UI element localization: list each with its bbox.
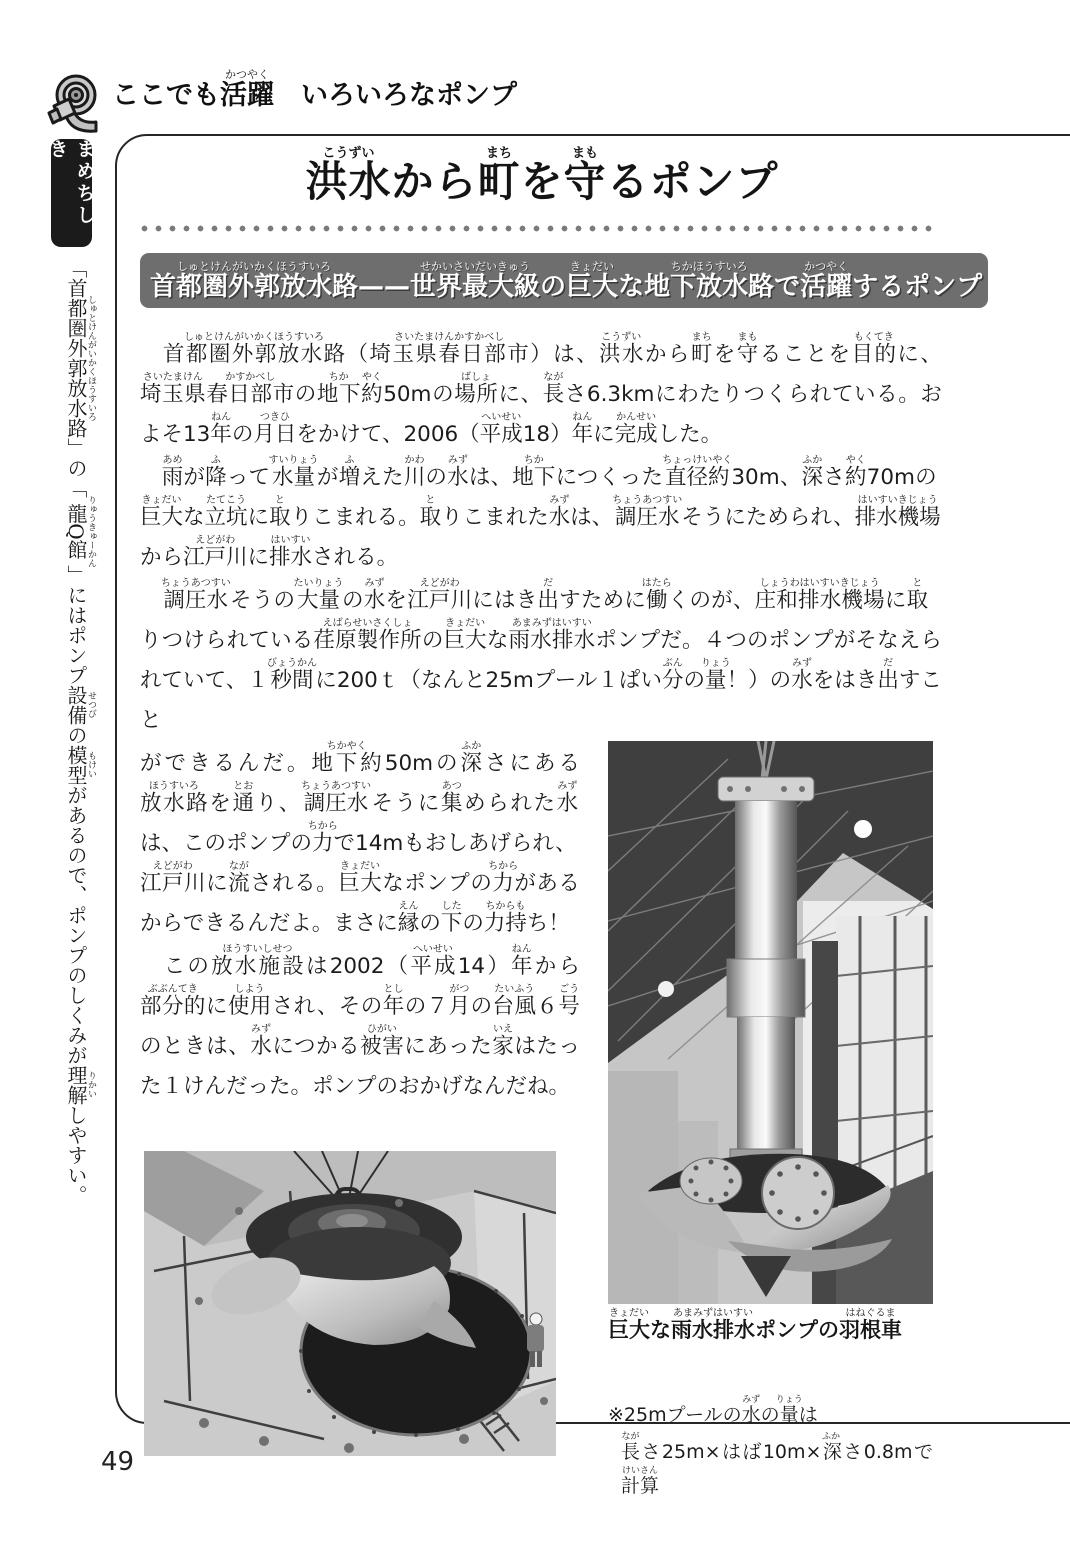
article-body	[140, 332, 942, 1503]
pool-note	[608, 1395, 933, 1503]
text-photo-columns	[140, 741, 942, 1503]
paragraph-3-continued: ができるんだ。地下約ちかやく50mの深ふかさにある放水路ほうすいろを通とおり、調圧水ちょうあつすいそうに集あつめられた水みずは、このポンプの力ちからで14mもおしあげられ、江戸川えどがわに流ながされる。巨大きょだいなポンプの力ちからがあるからできるんだよ。まさに縁えんの下したの力持ちからもち！	[140, 741, 580, 936]
paragraph-4: この放水施設ほうすいしせつは2002（平成へいせい14）年ねんから部分的ぶぶんてきに使用しようされ、その年としの７月がつの台風たいふう６号ごうのときは、水みずにつかる被害ひがいにあった家いえはたった１けんだった。ポンプのおかげなんだね。	[140, 944, 580, 1099]
pool-note-line-2: 長ながさ25m×はば10m×深ふかさ0.8mで計算けいさん	[621, 1432, 933, 1498]
dotted-divider	[140, 224, 935, 233]
section-banner	[140, 253, 988, 308]
page-header-title: ここでも活躍かつやく いろいろなポンプ	[112, 68, 517, 111]
section-banner-text: 首都圏外郭放水路しゅとけんがいかくほうすいろ——世界最大級せかいさいだいきゅうの巨大きょだいな地下放水路ちかほうすいろで活躍かつやくするポンプ	[150, 260, 983, 302]
page-number: 49	[101, 1447, 135, 1477]
paragraph-3: 調圧水ちょうあつすいそうの大量たいりょうの水みずを江戸川えどがわにはき出だすために働はたらくのが、庄和排水機場しょうわはいすいきじょうに取とりつけられている荏原製作所えばらせいさくしょの巨大きょだいな雨水排水あまみずはいすいポンプだ。４つのポンプがそなえられていて、１秒間びょうかんに200ｔ（なんと25mプール１ぱい分ぶんの量りょう！）の水みずをはき出だすこと	[140, 578, 942, 733]
photo-impeller-factory	[608, 741, 933, 1304]
sidebar-vertical-note: 「首都圏外郭放水路しゅとけんがいかくほうすいろ」の「龍Q館りゅうきゅーかん」にはポンプ設備せつびの模型もけいがあるので、ポンプのしくみが理解りかいしやすい。	[64, 258, 96, 1205]
photo-impeller-installation	[144, 1151, 580, 1456]
pump-icon	[44, 70, 104, 136]
photo-caption: 巨大きょだいな雨水排水あまみずはいすいポンプの羽根車はねぐるま	[608, 1308, 902, 1342]
right-column	[608, 741, 933, 1503]
pool-note-line-1: ※25mプールの水みずの量りょうは	[608, 1395, 818, 1427]
left-column	[140, 741, 580, 1503]
mamechishiki-badge: まめちしき	[51, 139, 92, 247]
article-title: 洪水こうずいから町まちを守まもるポンプ	[305, 146, 779, 206]
paragraph-2: 雨あめが降ふって水量すいりょうが増ふえた川かわの水みずは、地下ちかにつくった直径約ちょっけいやく30m、深ふかさ約やく70mの巨大きょだいな立坑たてこうに取とりこまれる。取とりこまれた水みずは、調圧水ちょうあつすいそうにためられ、排水機場はいすいきじょうから江戸川えどがわに排水はいすいされる。	[140, 455, 941, 570]
paragraph-1: 首都圏外郭放水路しゅとけんがいかくほうすいろ（埼玉県春日部市さいたまけんかすかべし）は、洪水こうずいから町まちを守まもることを目的もくてきに、埼玉県さいたまけん春日部市かすかべしの地下ちか約やく50mの場所ばしょに、長ながさ6.3kmにわたりつくられている。およそ13年ねんの月日つきひをかけて、2006（平成へいせい18）年ねんに完成かんせいした。	[140, 332, 942, 447]
